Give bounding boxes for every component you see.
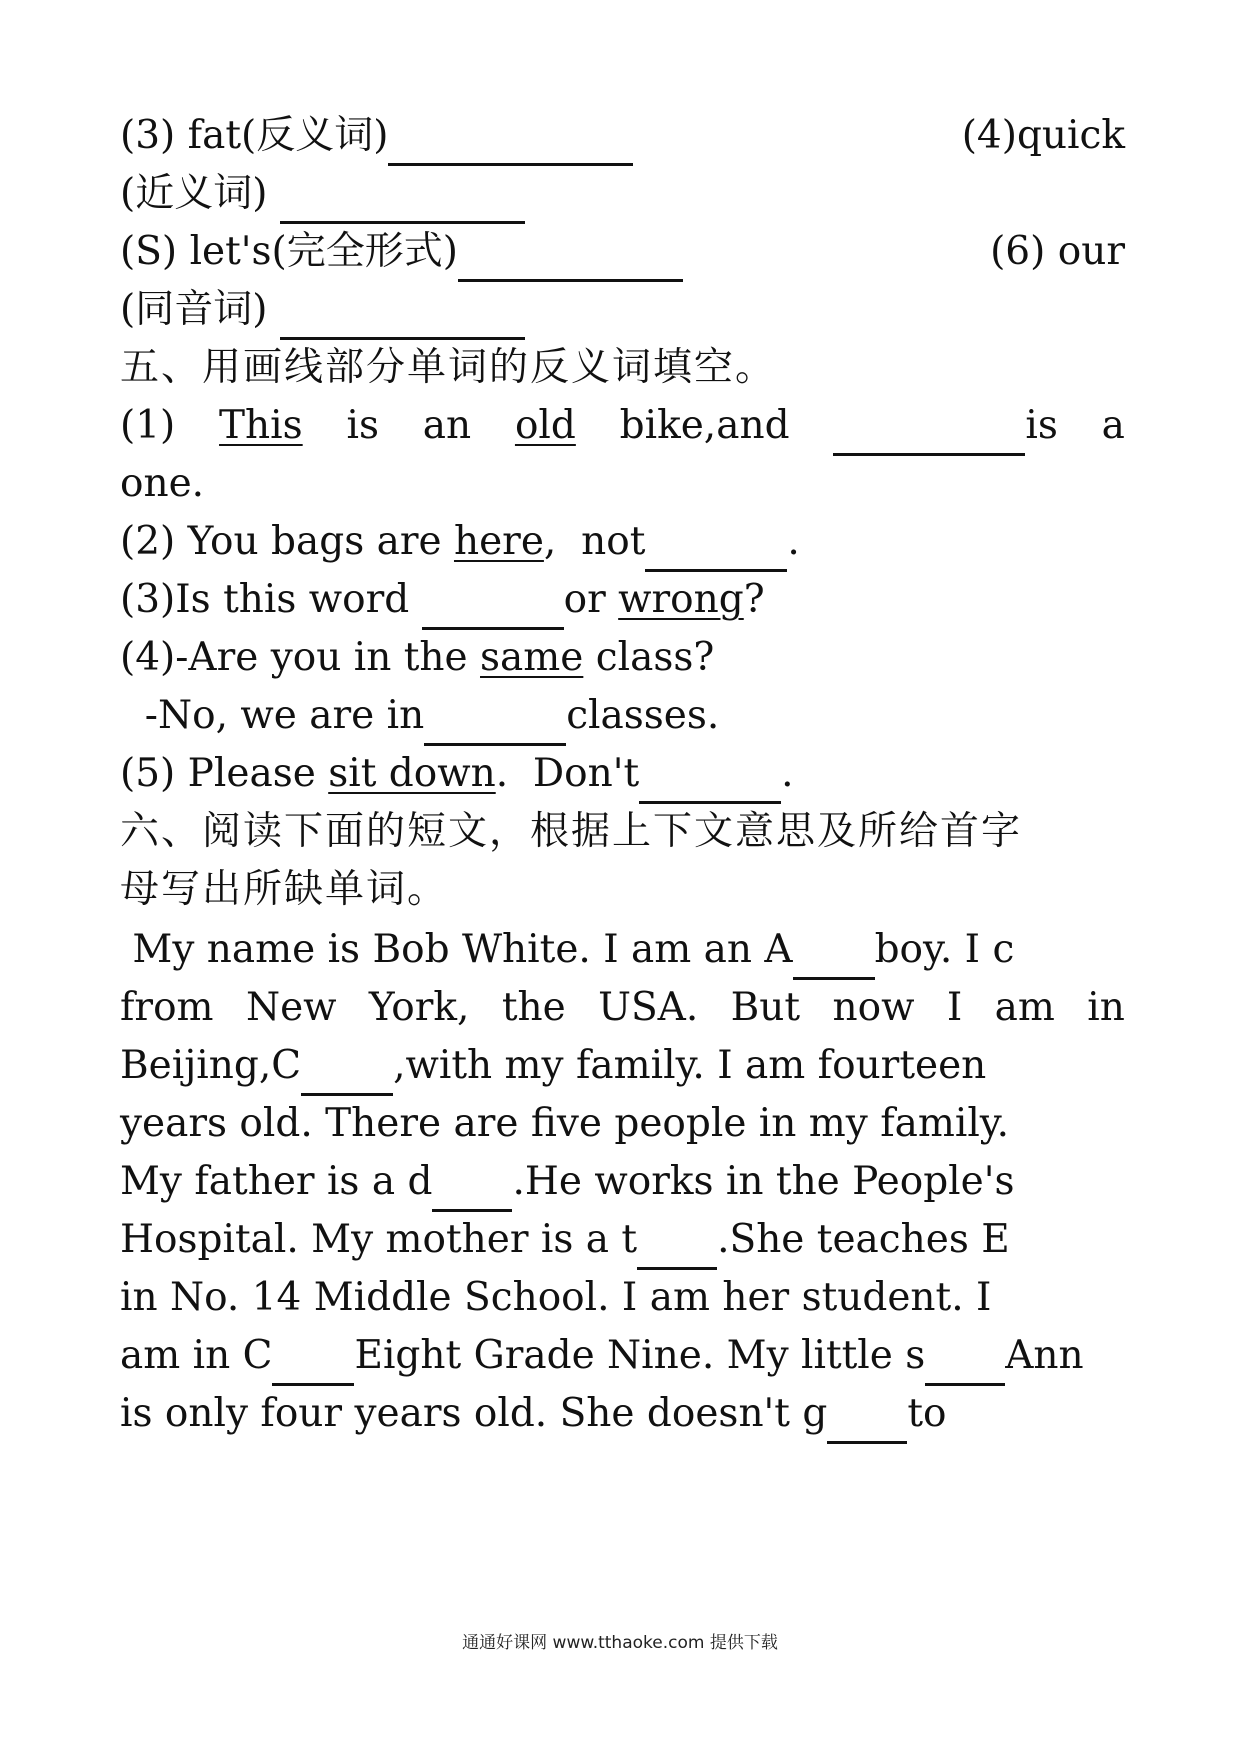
answer-blank[interactable] [388,121,633,166]
passage-line-2: from New York, the USA. But now I am in [120,985,1125,1030]
answer-blank[interactable] [280,295,525,340]
question-2: (2) You bags are here, not . [120,512,1125,572]
item-4-hint-row: (近义词) [120,164,1125,224]
page-footer: 通通好课网 www.tthaoke.com 提供下载 [462,1633,778,1653]
question-1: (1) This is an old bike,and is a [120,396,1125,456]
passage-line-8: am in C Eight Grade Nine. My little s Ann [120,1326,1125,1386]
answer-blank[interactable] [432,1167,512,1212]
item-6-head: (6) our [990,229,1125,274]
passage-line-3: Beijing,C ,with my family. I am fourteen [120,1036,1125,1096]
answer-blank[interactable] [827,1399,907,1444]
question-1-cont: one. [120,461,205,506]
answer-blank[interactable] [793,935,875,980]
passage-line-7: in No. 14 Middle School. I am her student. I [120,1275,992,1320]
answer-blank[interactable] [639,759,781,804]
question-4-reply: -No, we are in classes. [120,686,1125,746]
section6-heading-line1: 六、阅读下面的短文，根据上下文意思及所给首字 [120,809,1023,854]
answer-blank[interactable] [833,411,1025,456]
section4-row-5-6 [120,222,1125,282]
answer-blank[interactable] [272,1341,354,1386]
answer-blank[interactable] [422,585,564,630]
question-3: (3)Is this word or wrong? [120,570,1125,630]
answer-blank[interactable] [424,701,566,746]
item-3: (3) fat(反义词) [120,106,633,166]
section5-heading: 五、用画线部分单词的反义词填空。 [120,345,777,390]
passage-line-5: My father is a d .He works in the People's [120,1152,1125,1212]
item-4-head: (4)quick [961,113,1125,158]
question-5: (5) Please sit down. Don't . [120,744,1125,804]
passage-line-4: years old. There are five people in my family. [120,1101,1010,1146]
answer-blank[interactable] [637,1225,717,1270]
section4-row-3-4 [120,106,1125,166]
item-5: (S) let's(完全形式) [120,222,683,282]
passage-line-6: Hospital. My mother is a t .She teaches E [120,1210,1125,1270]
answer-blank[interactable] [280,179,525,224]
answer-blank[interactable] [301,1051,393,1096]
item-6-hint-row: (同音词) [120,280,1125,340]
answer-blank[interactable] [458,237,683,282]
passage-line-9: is only four years old. She doesn't g to [120,1384,1125,1444]
section6-heading-line2: 母写出所缺单词。 [120,867,449,912]
question-4: (4)-Are you in the same class? [120,635,715,680]
answer-blank[interactable] [645,527,787,572]
passage-line-1: My name is Bob White. I am an A boy. I c [120,920,1125,980]
answer-blank[interactable] [925,1341,1005,1386]
